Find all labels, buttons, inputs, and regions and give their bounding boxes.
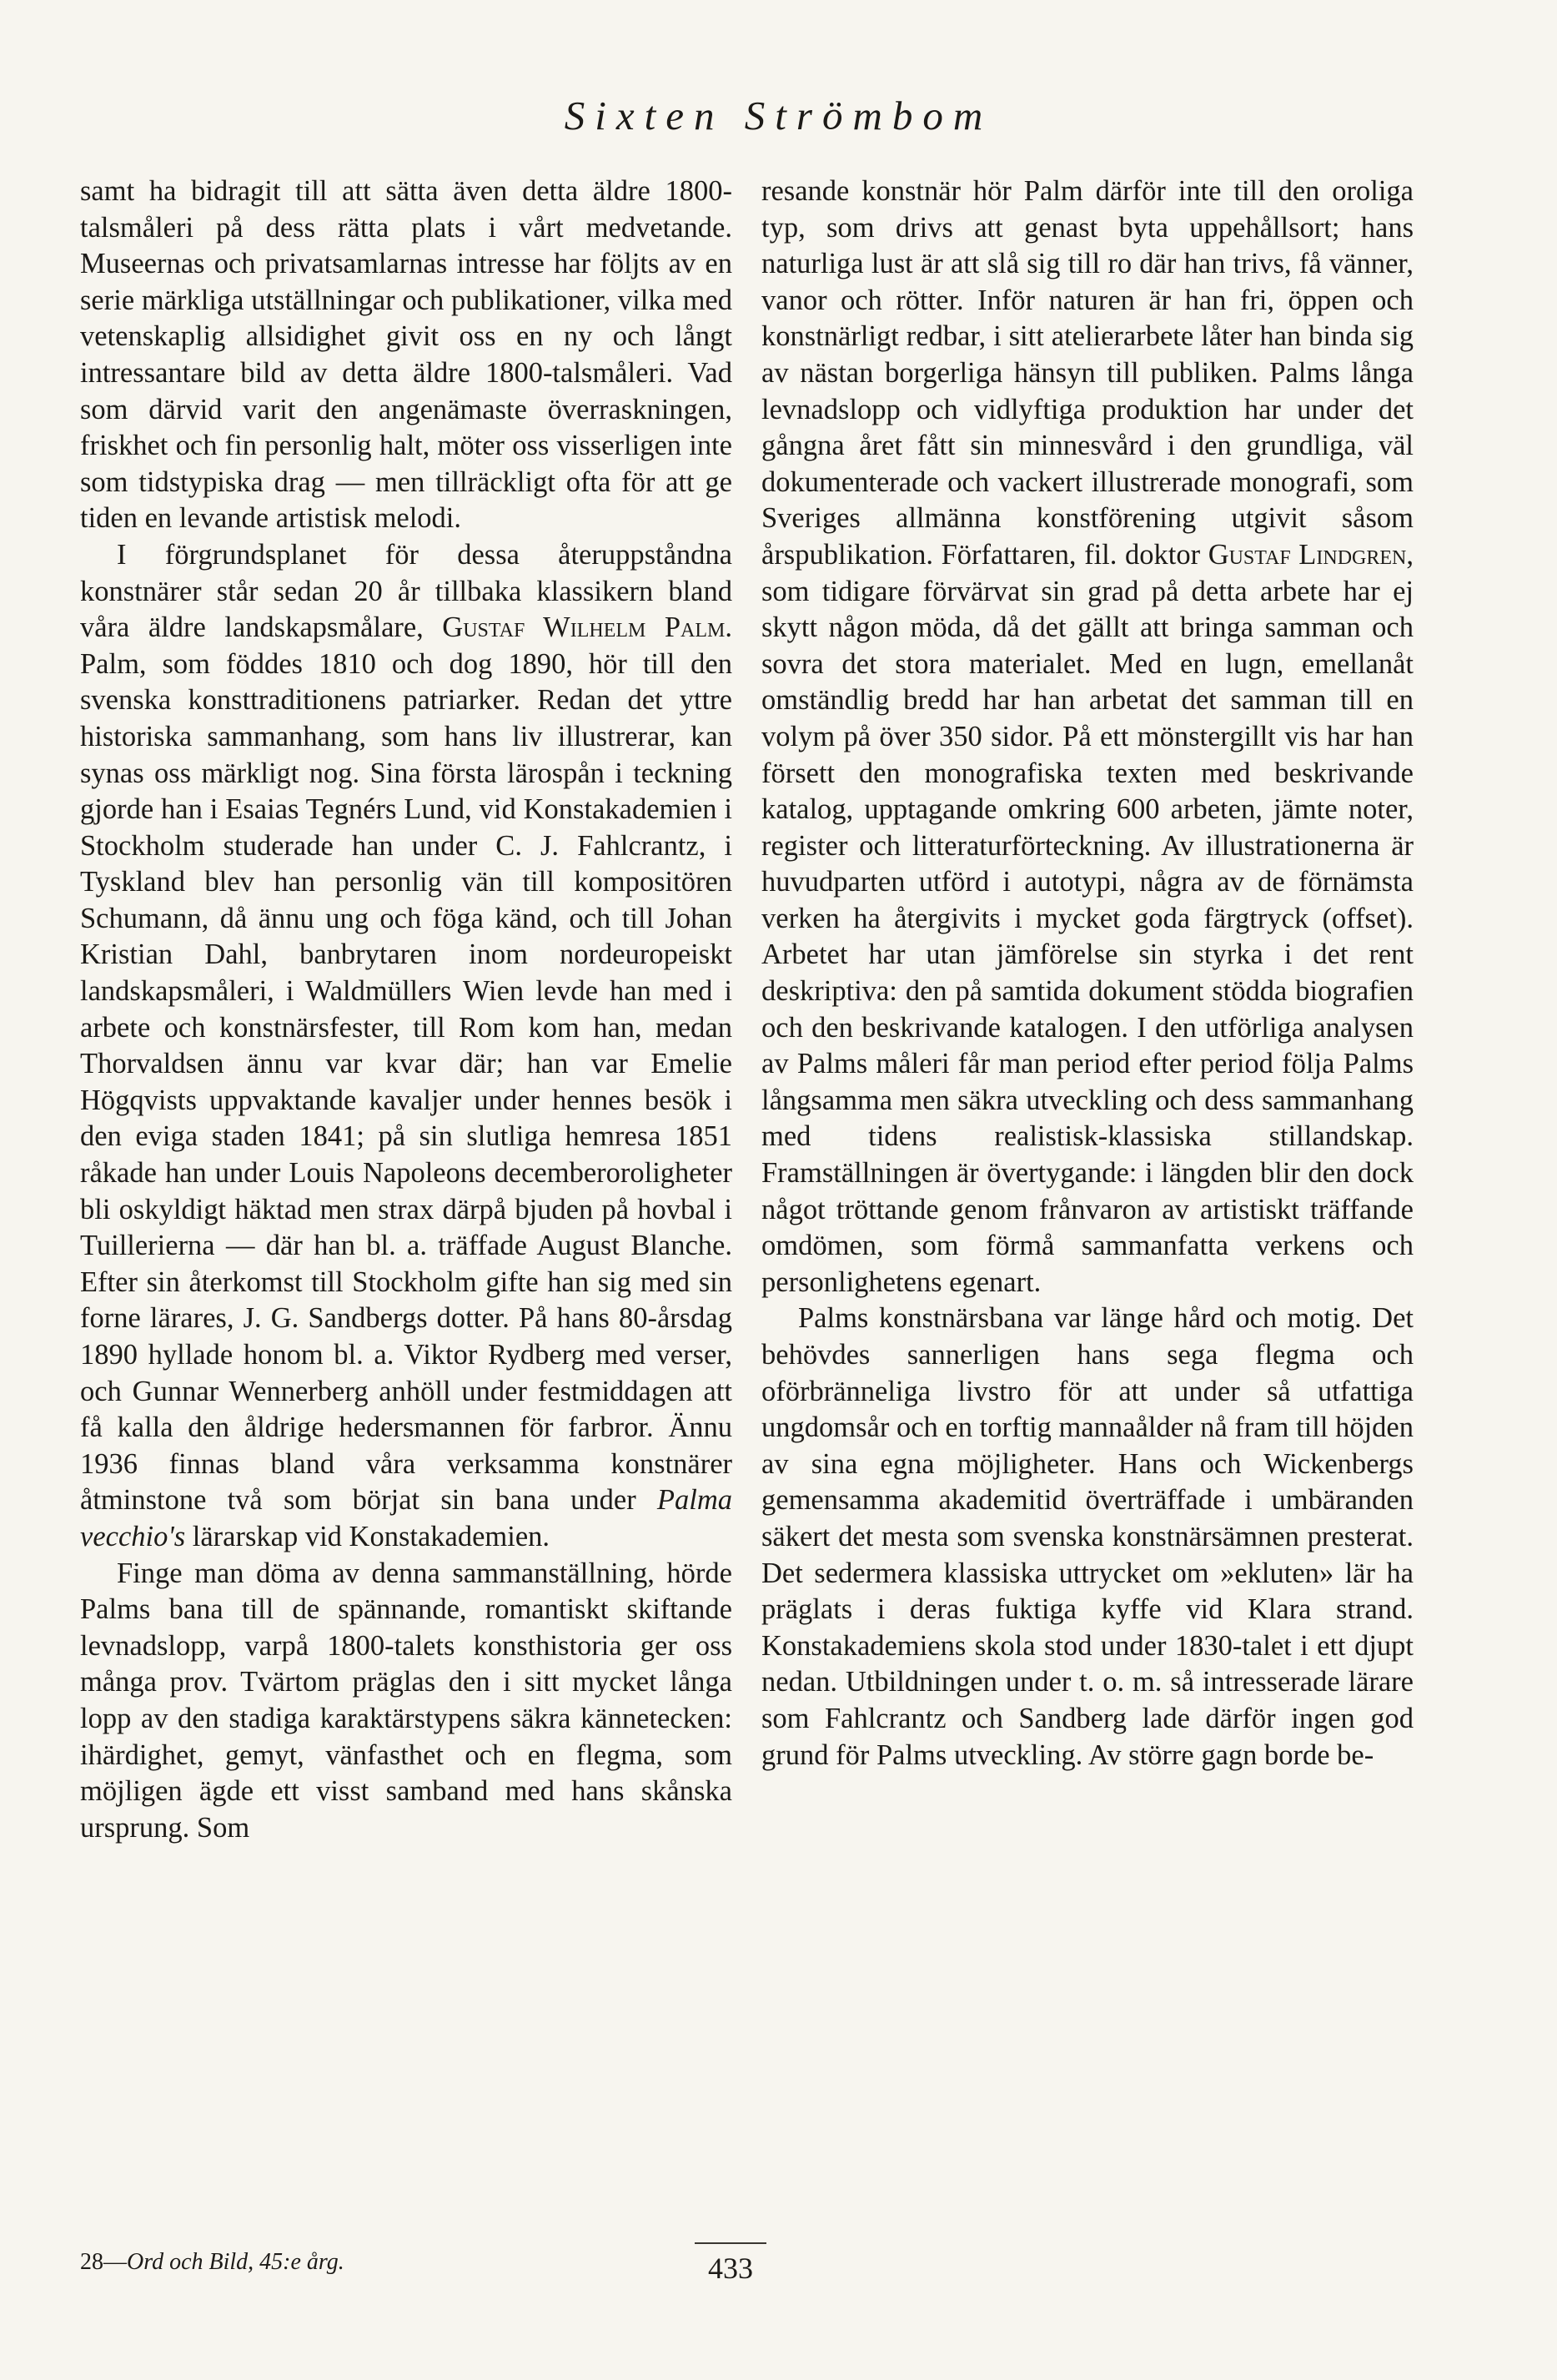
signature-text: Ord och Bild, 45:e årg. — [127, 2249, 344, 2275]
paragraph: Finge man döma av denna sammanställning, hörde Palms bana till de spännande, romantiskt skiftande levnadslopp, varpå 1800-talets konsthistoria ger oss många prov. Tvärtom präglas den i sitt mycket långa lopp av den stadiga karaktärstypens säkra kännetecken: ihärdighet, gemyt, vänfasthet och en flegma, som möjligen ägde ett visst samband med hans skånska ursprung. Som — [80, 1557, 732, 1844]
paragraph: Palms konstnärsbana var länge hård och motig. Det behövdes sannerligen hans sega flegma och oförbränneliga livstro för att under så utfattiga ungdomsår och en torftig mannaålder nå fram till höjden av sina egna möjligheter. Hans och Wickenbergs gemensamma akademitid överträffade i umbäranden säkert det mesta som svenska konstnärsämnen presterat. Det sedermera klassiska uttrycket om »ekluten» lär ha präglats i deras fuktiga kyffe vid Klara strand. Konstakademiens skola stod under 1830-talet i ett djupt nedan. Utbildningen under t. o. m. så intresserade lärare som Fahlcrantz och Sandberg lade därför ingen god grund för Palms utveckling. Av större gagn borde be- — [761, 1302, 1414, 1771]
person-name: Gustaf Wilhelm Palm — [442, 611, 726, 644]
right-column — [761, 174, 1414, 1774]
paragraph-text: resande konstnär hör Palm därför inte till den oroliga typ, som drivs att genast byta uppehållsort; hans naturliga lust är att slå sig till ro där han trivs, få vänner, vanor och rötter. Inför naturen är han fri, öppen och konstnärligt redbar, i sitt atelierarbete låter han binda sig av nästan borgerliga hänsyn till publiken. Palms långa levnadslopp och vidlyftiga produktion har under det gångna året fått sin minnesvård i den grundliga, väl dokumenterade och vackert illustrerade monografi, som Sveriges allmänna konstförening utgivit såsom årspublikation. Författaren, fil. doktor — [761, 175, 1414, 571]
paragraph-text: I förgrundsplanet för dessa återuppståndna konstnärer står sedan 20 år tillbaka klassikern bland våra äldre landskapsmålare, — [80, 538, 732, 644]
running-head: Sixten Strömbom — [564, 93, 993, 138]
signature-number: 28— — [80, 2249, 127, 2275]
paragraph-text: lärarskap vid Konstakademien. — [185, 1520, 550, 1552]
page-number-text: 433 — [708, 2252, 753, 2285]
page-number — [0, 2251, 1461, 2286]
folio-rule — [695, 2242, 766, 2244]
paragraph-text: . Palm, som föddes 1810 och dog 1890, hör till den svenska konsttraditionens patriarker. Redan det yttre historiska sammanhang, som hans liv illustrerar, kan synas oss märkligt nog. Sina första lärospån i teckning gjorde han i Esaias Tegnérs Lund, vid Konstakademien i Stockholm studerade han under C. J. Fahlcrantz, i Tyskland blev han personlig vän till kompositören Schumann, då ännu ung och föga känd, och till Johan Kristian Dahl, banbrytaren inom nordeuropeiskt landskapsmåleri, i Waldmüllers Wien levde han med i arbete och konstnärsfester, till Rom kom han, medan Thorvaldsen ännu var kvar där; han var Emelie Högqvists uppvaktande kavaljer under hennes besök i den eviga staden 1841; på sin slutliga hemresa 1851 råkade han under Louis Napoleons decemberoroligheter bli oskyldigt häktad men strax därpå bjuden på hovbal i Tuillerierna — där han bl. a. träffade August Blanche. Efter sin återkomst till Stockholm gifte han sig med sin forne lärares, J. G. Sandbergs dotter. På hans 80-årsdag 1890 hyllade honom bl. a. Viktor Rydberg med verser, och Gunnar Wennerberg anhöll under festmiddagen att få kalla den åldrige hedersmannen för farbror. Ännu 1936 finnas bland våra verksamma konstnärer åtminstone två som börjat sin bana under — [80, 611, 732, 1517]
person-name: Gustaf Lindgren — [1208, 538, 1407, 571]
left-column — [80, 174, 732, 1846]
paragraph-text: , som tidigare förvärvat sin grad på detta arbete har ej skytt någon möda, då det gällt att bringa samman och sovra det stora materialet. Med en lugn, emellanåt omständlig bredd har han arbetat det samman till en volym på över 350 sidor. På ett mönstergillt vis har han försett den monografiska texten med beskrivande katalog, upptagande omkring 600 arbeten, jämte noter, register och litteraturförteckning. Av illustrationerna är huvudparten utförd i autotypi, några av de förnämsta verken ha återgivits i mycket goda färgtryck (offset). Arbetet har utan jämförelse sin styrka i det rent deskriptiva: den på samtida dokument stödda biografien och den beskrivande katalogen. I den utförliga analysen av Palms måleri får man period efter period följa Palms långsamma men säkra utveckling och dess sammanhang med tidens realistisk-klassiska stillandskap. Framställningen är övertygande: i längden blir den dock något tröttande genom frånvaron av artistiskt träffande omdömen, som förmå sammanfatta verkens och personlighetens egenart. — [761, 538, 1414, 1298]
paragraph — [761, 174, 1414, 1301]
paragraph: samt ha bidragit till att sätta även detta äldre 1800-talsmåleri på dess rätta plats i vårt medvetande. Museernas och privatsamlarnas intresse har följts av en serie märkliga utställningar och publikationer, vilka med vetenskaplig allsidighet givit oss en ny och långt intressantare bild av detta äldre 1800-talsmåleri. Vad som därvid varit den angenämaste överraskningen, friskhet och fin personlig halt, möter oss visserligen inte som tidstypiska drag — men tillräckligt ofta för att ge tiden en levande artistisk melodi. — [80, 175, 732, 535]
italic-phrase: Palma vecchio's — [80, 1484, 732, 1552]
paragraph — [80, 537, 732, 1556]
